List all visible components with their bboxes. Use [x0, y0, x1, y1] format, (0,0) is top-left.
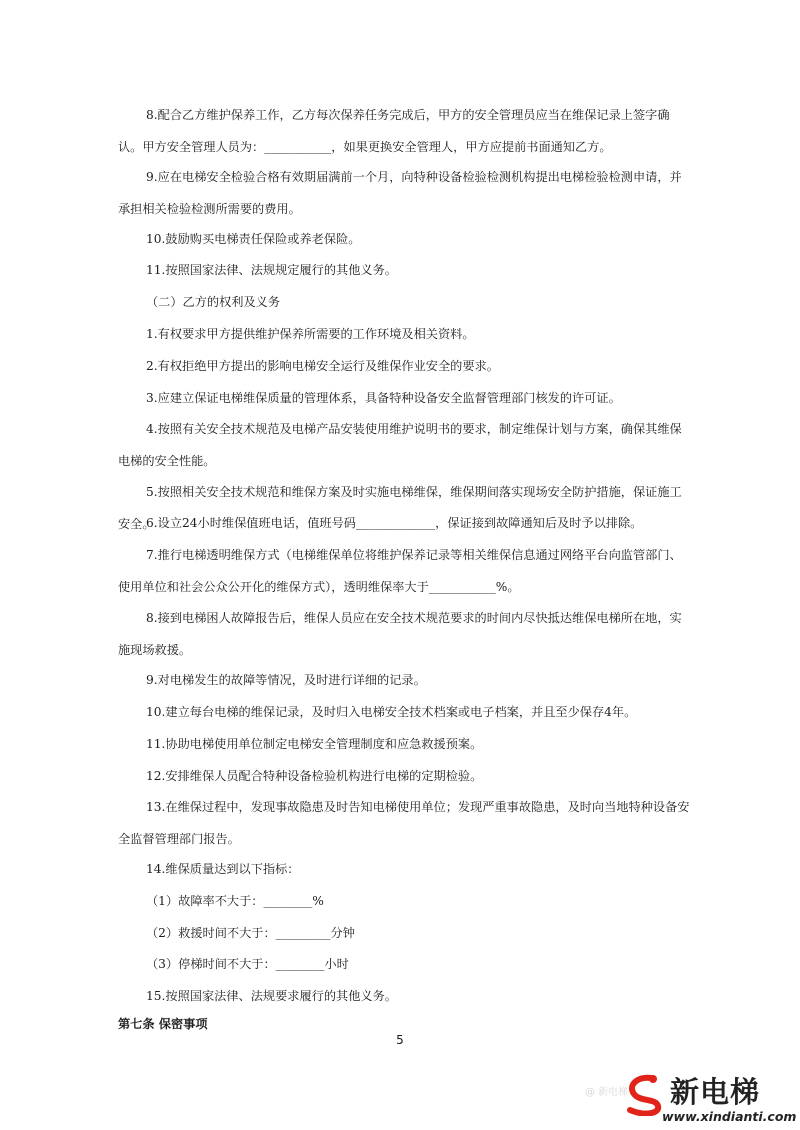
paragraph: 5.按照相关安全技术规范和维保方案及时实施电梯维保，维保期间落实现场安全防护措施，保证施工安全。: [118, 485, 682, 531]
paragraph: 11.协助电梯使用单位制定电梯安全管理制度和应急救援预案。: [146, 737, 483, 751]
paragraph: （2）救援时间不大于：_________分钟: [146, 926, 355, 940]
logo-name: 新电梯: [670, 1075, 761, 1109]
paragraph: 9.应在电梯安全检验合格有效期届满前一个月，向特种设备检验检测机构提出电梯检验检测申请，并承担相关检验检测所需要的费用。: [118, 170, 682, 216]
paragraph: 8.配合乙方维护保养工作，乙方每次保养任务完成后，甲方的安全管理员应当在维保记录上签字确认。甲方安全管理人员为：___________，如果更换安全管理人，甲方应提前书面通知乙方。: [118, 108, 670, 154]
paragraph: 10.建立每台电梯的维保记录，及时归入电梯安全技术档案或电子档案，并且至少保存4年。: [146, 705, 637, 719]
section-heading: 第七条 保密事项: [118, 1017, 208, 1031]
paragraph: 3.应建立保证电梯维保质量的管理体系，具备特种设备安全监督管理部门核发的许可证。: [146, 391, 621, 405]
elevator-logo-icon: [622, 1072, 666, 1116]
paragraph: （二）乙方的权利及义务: [146, 295, 281, 309]
paragraph: 4.按照有关安全技术规范及电梯产品安装使用维护说明书的要求，制定维保计划与方案，确保其维保电梯的安全性能。: [118, 422, 682, 468]
paragraph: 9.对电梯发生的故障等情况，及时进行详细的记录。: [146, 673, 426, 687]
page-number: 5: [396, 1033, 404, 1047]
paragraph: 2.有权拒绝甲方提出的影响电梯安全运行及维保作业安全的要求。: [146, 359, 499, 373]
paragraph: （1）故障率不大于：________%: [146, 894, 324, 908]
faint-watermark: @ 新电梯: [585, 1087, 629, 1098]
paragraph: 12.安排维保人员配合特种设备检验机构进行电梯的定期检验。: [146, 769, 483, 783]
paragraph: 14.维保质量达到以下指标：: [146, 862, 300, 876]
paragraph: （3）停梯时间不大于：________小时: [146, 957, 349, 971]
paragraph: 1.有权要求甲方提供维护保养所需要的工作环境及相关资料。: [146, 327, 475, 341]
paragraph: 15.按照国家法律、法规要求履行的其他义务。: [146, 989, 397, 1003]
paragraph: 13.在维保过程中，发现事故隐患及时告知电梯使用单位；发现严重事故隐患，及时向当地特种设备安全监督管理部门报告。: [118, 800, 690, 846]
paragraph: 11.按照国家法律、法规规定履行的其他义务。: [146, 263, 397, 277]
paragraph: 8.接到电梯困人故障报告后，维保人员应在安全技术规范要求的时间内尽快抵达维保电梯所在地，实施现场救援。: [118, 611, 682, 657]
paragraph: 7.推行电梯透明维保方式（电梯维保单位将维护保养记录等相关维保信息通过网络平台向监管部门、使用单位和社会公众公开化的维保方式），透明维保率大于___________%。: [118, 548, 682, 594]
paragraph: 6.设立24小时维保值班电话，值班号码_____________，保证接到故障通知后及时予以排除。: [146, 516, 643, 530]
paragraph: 10.鼓励购买电梯责任保险或养老保险。: [146, 232, 361, 246]
logo-url: www.xindianti.com: [662, 1109, 797, 1124]
brand-logo: [622, 1068, 797, 1126]
